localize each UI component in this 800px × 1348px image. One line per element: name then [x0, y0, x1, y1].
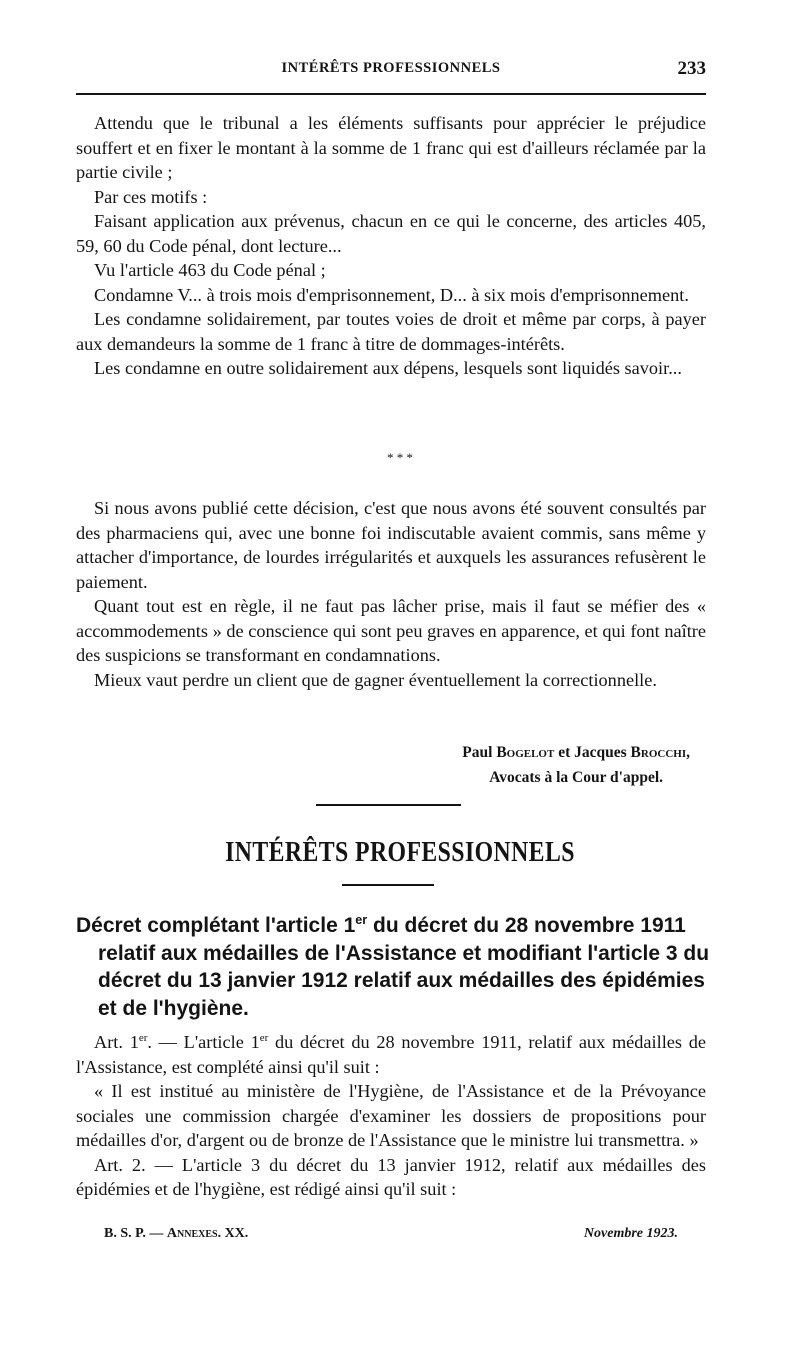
- decree-paragraph: « Il est institué au ministère de l'Hygiène, de l'Assistance et de la Prévoyance sociales une commission chargée d'examiner les dossiers de propositions pour médailles d'or, d'argent ou de bronze de l'Assistance que le ministre lui transmettra. »: [76, 1081, 706, 1150]
- decree-title: [76, 912, 716, 1022]
- ordinal-suffix: er: [138, 1031, 148, 1044]
- ordinal-suffix: er: [259, 1031, 269, 1044]
- running-title: INTÉRÊTS PROFESSIONNELS: [281, 60, 501, 76]
- commentary-paragraph: Quant tout est en règle, il ne faut pas lâcher prise, mais il faut se méfier des « accommodements » de conscience qui sont peu graves en apparence, et qui font naître des suspicions se transformant en condamnations.: [76, 596, 706, 665]
- page-number: 233: [677, 58, 706, 79]
- decree-text: [76, 1030, 706, 1202]
- signature-title: Avocats à la Cour d'appel.: [489, 769, 664, 786]
- judgment-paragraph: Vu l'article 463 du Code pénal ;: [94, 260, 326, 280]
- commentary-text: [76, 496, 706, 692]
- footer-annex: Annexes.: [166, 1226, 222, 1241]
- header-rule: [76, 93, 706, 95]
- judgment-paragraph: Les condamne en outre solidairement aux dépens, lesquels sont liquidés savoir...: [94, 358, 682, 378]
- author-surname: Brocchi,: [630, 744, 690, 761]
- footer-volume: XX.: [224, 1226, 249, 1241]
- footer-left: [104, 1226, 248, 1242]
- decree-title-line: décret du 13 janvier 1912 relatif aux médailles des épidémies: [98, 969, 705, 992]
- judgment-text: [76, 111, 706, 381]
- signature-authors: [462, 740, 690, 765]
- commentary-paragraph: Mieux vaut perdre un client que de gagner éventuellement la correctionnelle.: [94, 669, 657, 690]
- judgment-paragraph: Condamne V... à trois mois d'emprisonnement, D... à six mois d'emprisonnement.: [94, 284, 689, 305]
- decree-paragraph: Art. 1er. — L'article 1er du décret du 28 novembre 1911, relatif aux médailles de l'Assistance, est complété ainsi qu'il suit :: [76, 1031, 706, 1077]
- asterism-separator: * * *: [387, 450, 413, 465]
- section-title: INTÉRÊTS PROFESSIONNELS: [225, 836, 575, 868]
- footer-date: Novembre 1923.: [583, 1226, 678, 1241]
- judgment-paragraph: Attendu que le tribunal a les éléments suffisants pour apprécier le préjudice souffert et en fixer le montant à la somme de 1 franc qui est d'ailleurs réclamée par la partie civile ;: [76, 113, 706, 182]
- running-head: [76, 58, 706, 82]
- decree-paragraph: Art. 2. — L'article 3 du décret du 13 janvier 1912, relatif aux médailles des épidémies et de l'hygiène, est rédigé ainsi qu'il suit :: [76, 1154, 706, 1199]
- commentary-paragraph: Si nous avons publié cette décision, c'est que nous avons été souvent consultés par des pharmaciens qui, avec une bonne foi indiscutable avaient commis, sans même y attacher d'importance, de lourdes irrégularités et auxquels les assurances refusèrent le paiement.: [76, 498, 706, 592]
- author-first-name: Paul: [462, 744, 493, 761]
- footer-journal: B. S. P. —: [104, 1226, 164, 1241]
- decree-title-line: et de l'hygiène.: [98, 996, 249, 1020]
- author-surname: Bogelot: [496, 744, 555, 761]
- signature: [462, 740, 690, 790]
- judgment-paragraph: Faisant application aux prévenus, chacun en ce qui le concerne, des articles 405, 59, 60 du Code pénal, dont lecture...: [76, 211, 706, 256]
- decree-title-line: Décret complétant l'article 1er du décret du 28 novembre 1911: [76, 913, 686, 937]
- section-rule: [316, 804, 461, 806]
- judgment-paragraph: Par ces motifs :: [94, 186, 208, 207]
- decree-title-line: relatif aux médailles de l'Assistance et modifiant l'article 3 du: [98, 941, 710, 965]
- section-rule: [342, 884, 434, 886]
- judgment-paragraph: Les condamne solidairement, par toutes voies de droit et même par corps, à payer aux demandeurs la somme de 1 franc à titre de dommages-intérêts.: [76, 309, 706, 354]
- ordinal-suffix: er: [355, 913, 368, 927]
- author-conjunction: et Jacques: [558, 744, 627, 761]
